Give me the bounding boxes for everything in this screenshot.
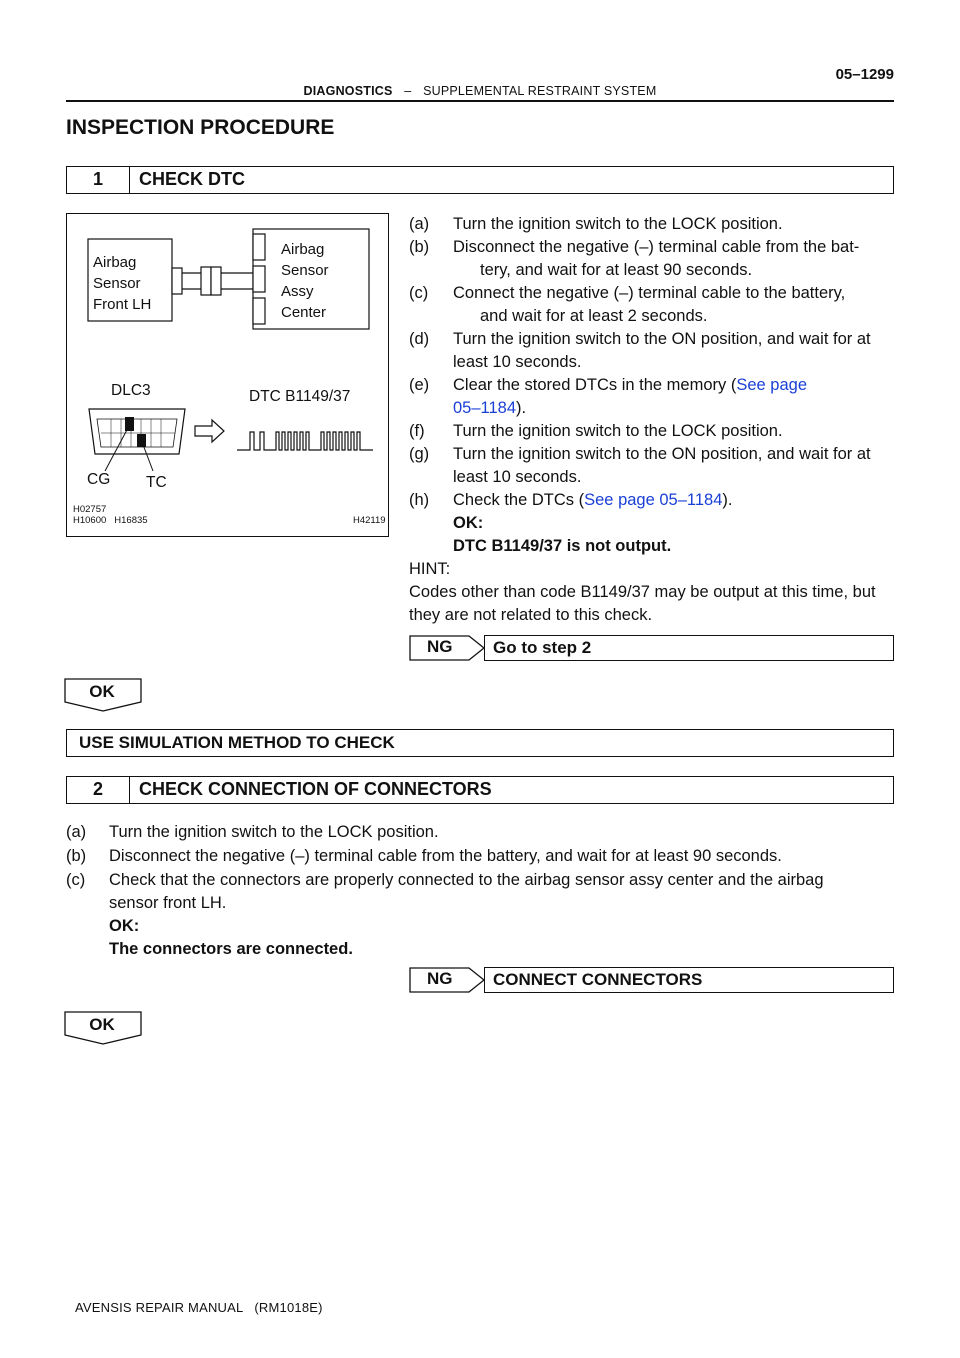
ok-result-2 <box>64 1011 142 1045</box>
label-line: Front LH <box>93 296 152 313</box>
item-text: Check the DTCs ( <box>453 491 585 509</box>
step-number: 1 <box>67 167 130 193</box>
item-line: Disconnect the negative (–) terminal cable from the bat- <box>453 238 860 256</box>
ng-label: NG <box>427 637 453 656</box>
figure-code: H42119 <box>353 515 386 526</box>
ok-label: OK <box>89 1015 115 1034</box>
item-mark: (a) <box>66 823 87 841</box>
page-title: INSPECTION PROCEDURE <box>66 116 335 139</box>
ng-label: NG <box>427 969 453 988</box>
label-line: Center <box>281 304 327 321</box>
ok-label: OK: <box>109 917 140 935</box>
item-line: Check that the connectors are properly connected to the airbag sensor assy center and the airbag <box>109 871 824 889</box>
item-line: Turn the ignition switch to the LOCK position. <box>453 215 783 233</box>
label-dtc: DTC B1149/37 <box>249 388 351 405</box>
header-subsection: SUPPLEMENTAL RESTRAINT SYSTEM <box>423 84 657 98</box>
arrow-icon <box>195 420 224 442</box>
figure-code: H16835 <box>114 515 148 526</box>
hint-line: Codes other than code B1149/37 may be output at this time, but <box>409 583 876 601</box>
simulation-method-box: USE SIMULATION METHOD TO CHECK <box>66 729 894 757</box>
item-line: Disconnect the negative (–) terminal cable from the battery, and wait for at least 90 seconds. <box>109 847 782 865</box>
header-rule <box>66 100 894 102</box>
item-line: Connect the negative (–) terminal cable to the battery, <box>453 284 846 302</box>
item-mark: (e) <box>409 376 430 394</box>
step-number: 2 <box>67 777 130 803</box>
item-text: ). <box>516 399 527 417</box>
header-section: DIAGNOSTICS <box>303 84 393 98</box>
header-section-line <box>0 84 960 98</box>
item-line <box>453 374 807 397</box>
step-1-box <box>66 166 894 194</box>
item-mark: (h) <box>409 491 430 509</box>
ok-condition: The connectors are connected. <box>109 940 353 958</box>
item-line: Turn the ignition switch to the ON position, and wait for at <box>453 330 871 348</box>
item-mark: (g) <box>409 445 430 463</box>
item-mark: (b) <box>409 238 430 256</box>
page-number: 05–1299 <box>835 66 894 83</box>
ok-label: OK <box>89 682 115 701</box>
item-line: Turn the ignition switch to the LOCK position. <box>453 422 783 440</box>
tc-pin <box>137 434 146 447</box>
hint-line: they are not related to this check. <box>409 606 653 624</box>
ng-destination[interactable]: CONNECT CONNECTORS <box>484 967 894 993</box>
ng-branch-2 <box>409 967 894 993</box>
item-line: and wait for at least 2 seconds. <box>480 307 708 325</box>
step-title: CHECK DTC <box>139 169 245 189</box>
ok-condition: DTC B1149/37 is not output. <box>453 537 672 555</box>
wiring-figure <box>66 213 389 537</box>
label-line: Sensor <box>281 262 329 279</box>
item-line: sensor front LH. <box>109 894 227 912</box>
dtc-waveform <box>237 432 373 450</box>
hint-label: HINT: <box>409 560 451 578</box>
label-line: Airbag <box>281 241 325 258</box>
ok-label: OK: <box>453 514 484 532</box>
footer-manual-title: AVENSIS REPAIR MANUAL (RM1018E) <box>75 1300 323 1315</box>
header-separator: – <box>404 84 412 98</box>
see-page-link[interactable]: See page <box>736 376 807 394</box>
label-sensor-front <box>93 252 151 315</box>
label-cg: CG <box>87 471 111 488</box>
cg-pin <box>125 417 134 431</box>
item-text: ). <box>722 491 733 509</box>
item-line <box>453 397 526 420</box>
see-page-link[interactable]: See page 05–1184 <box>584 491 723 509</box>
label-line: Airbag <box>93 254 137 271</box>
label-line: Sensor <box>93 275 141 292</box>
item-line: Turn the ignition switch to the LOCK position. <box>109 823 439 841</box>
ng-destination[interactable]: Go to step 2 <box>484 635 894 661</box>
item-mark: (b) <box>66 847 87 865</box>
figure-codes <box>73 504 148 526</box>
step-2-box <box>66 776 894 804</box>
see-page-link[interactable]: 05–1184 <box>453 399 517 417</box>
item-text: Clear the stored DTCs in the memory ( <box>453 376 737 394</box>
ok-result-1 <box>64 678 142 712</box>
item-line: Turn the ignition switch to the ON position, and wait for at <box>453 445 871 463</box>
figure-code: H10600 <box>73 515 107 526</box>
item-line: least 10 seconds. <box>453 468 582 486</box>
item-mark: (f) <box>409 422 425 440</box>
label-dlc3: DLC3 <box>111 382 151 399</box>
item-mark: (a) <box>409 215 430 233</box>
item-mark: (c) <box>409 284 429 302</box>
figure-code: H02757 <box>73 504 107 515</box>
label-line: Assy <box>281 283 314 300</box>
item-mark: (d) <box>409 330 430 348</box>
step-title: CHECK CONNECTION OF CONNECTORS <box>139 779 492 799</box>
ng-branch-1 <box>409 635 894 661</box>
item-line <box>453 489 732 512</box>
label-sensor-center <box>281 239 329 323</box>
item-line: tery, and wait for at least 90 seconds. <box>480 261 753 279</box>
label-tc: TC <box>146 474 167 491</box>
item-mark: (c) <box>66 871 86 889</box>
item-line: least 10 seconds. <box>453 353 582 371</box>
